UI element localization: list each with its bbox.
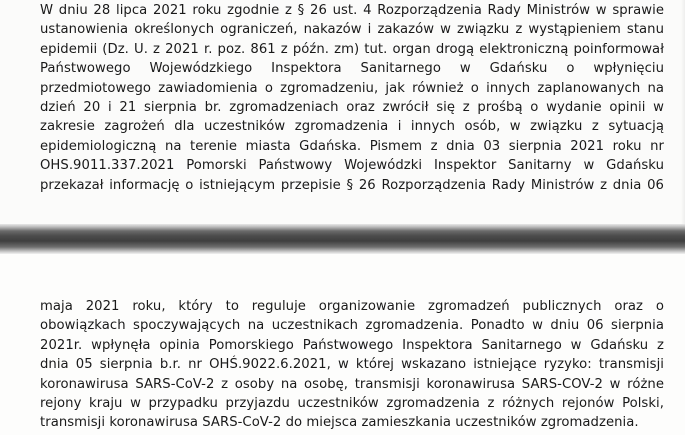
text-line: epidemiologiczną na terenie miasta Gdańska. Pismem z dnia 03 sierpnia 2021 roku nr [40,138,664,154]
text-line: przekazał informację o istniejącym przepisie § 26 Rozporządzenia Rady Ministrów z dnia 06 [40,177,664,193]
upper-page-paragraph [40,1,664,195]
text-line: transmisji koronawirusa SARS-CoV-2 do miejsca zamieszkania uczestników zgromadzenia. [40,415,639,431]
page-break-divider [0,224,685,254]
text-line: 2021r. wpłynęła opinia Pomorskiego Państwowego Inspektora Sanitarnego w Gdańsku z [40,337,664,353]
text-line: epidemii (Dz. U. z 2021 r. poz. 861 z późn. zm) tut. organ drogą elektroniczną poinformował [40,41,664,57]
text-line: maja 2021 roku, który to reguluje organizowanie zgromadzeń publicznych oraz o [40,299,664,314]
scan-shadow [681,0,685,224]
text-line: W dniu 28 lipca 2021 roku zgodnie z § 26 ust. 4 Rozporządzenia Rady Ministrów w sprawie [40,3,664,18]
text-line: ustanowienia określonych ograniczeń, nakazów i zakazów w związku z wystąpieniem stanu [40,22,664,38]
text-line: koronawirusa SARS-CoV-2 z osoby na osobę, transmisji koronawirusa SARS-COV-2 w różne [40,376,664,392]
lower-page-paragraph [40,297,664,433]
text-line: dnia 05 sierpnia b.r. nr OHŚ.9022.6.2021, w której wskazano istniejące ryzyko: transmisji [40,357,664,373]
text-line: przedmiotowego zawiadomienia o zgromadzeniu, jak również o innych zaplanowanych na [40,80,664,96]
text-line: dzień 20 i 21 sierpnia br. zgromadzeniach oraz zwrócił się z prośbą o wydanie opinii w [40,99,664,115]
text-line: obowiązkach spoczywających na uczestnikach zgromadzenia. Ponadto w dniu 06 sierpnia [40,318,664,334]
text-line: zakresie zagrożeń dla uczestników zgromadzenia i innych osób, w związku z sytuacją [40,119,664,135]
text-line: OHS.9011.337.2021 Pomorski Państwowy Wojewódzki Inspektor Sanitarny w Gdańsku [40,158,664,174]
text-line: rejony kraju w przypadku przyjazdu uczestników zgromadzenia z różnych rejonów Polski, [40,395,664,411]
text-line: Państwowego Wojewódzkiego Inspektora Sanitarnego w Gdańsku o wpłynięciu [40,61,664,77]
